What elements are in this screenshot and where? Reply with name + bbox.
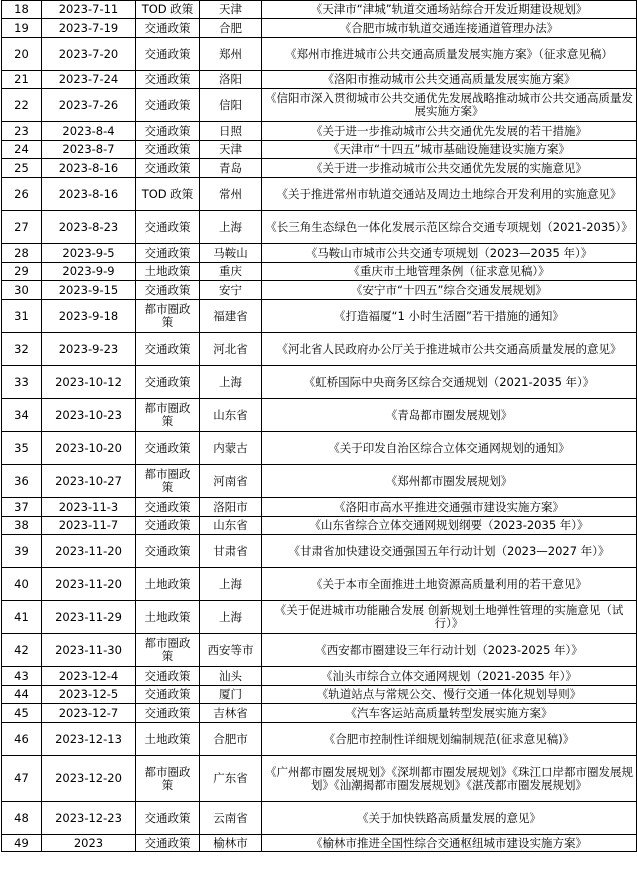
row-policy-title: 《西安都市圈建设三年行动计划（2023-2025 年）》 <box>262 634 637 667</box>
table-row <box>2 38 637 71</box>
table-row <box>2 634 637 667</box>
row-region: 重庆 <box>200 263 262 281</box>
row-policy-title: 《汕头市综合立体交通网规划（2021-2035 年）》 <box>262 667 637 686</box>
row-number: 40 <box>2 568 42 601</box>
row-number: 26 <box>2 178 42 211</box>
row-policy-title: 《河北省人民政府办公厅关于推进城市公共交通高质量发展的意见》 <box>262 333 637 366</box>
table-row <box>2 211 637 244</box>
row-policy-type: 交通政策 <box>136 835 200 852</box>
row-number: 24 <box>2 141 42 159</box>
table-row <box>2 141 637 159</box>
row-region: 厦门 <box>200 686 262 704</box>
row-number: 34 <box>2 399 42 432</box>
row-policy-type: 土地政策 <box>136 568 200 601</box>
row-number: 23 <box>2 122 42 141</box>
table-row <box>2 281 637 300</box>
row-policy-title: 《信阳市深入贯彻城市公共交通优先发展战略推动城市公共交通高质量发展实施方案》 <box>262 89 637 122</box>
row-region: 洛阳市 <box>200 498 262 517</box>
row-region: 福建省 <box>200 300 262 333</box>
row-date: 2023-9-9 <box>42 263 136 281</box>
row-number: 18 <box>2 1 42 19</box>
row-region: 甘肃省 <box>200 535 262 568</box>
table-row <box>2 802 637 835</box>
row-region: 日照 <box>200 122 262 141</box>
row-number: 29 <box>2 263 42 281</box>
row-number: 27 <box>2 211 42 244</box>
row-policy-title: 《关于印发自治区综合立体交通网规划的通知》 <box>262 432 637 465</box>
table-row <box>2 535 637 568</box>
row-policy-type: 交通政策 <box>136 802 200 835</box>
table-row <box>2 835 637 852</box>
row-policy-title: 《天津市“津城”轨道交通场站综合开发近期建设规划》 <box>262 1 637 19</box>
row-policy-title: 《洛阳市高水平推进交通强市建设实施方案》 <box>262 498 637 517</box>
row-policy-type: 交通政策 <box>136 432 200 465</box>
row-policy-title: 《关于推进常州市轨道交通站及周边土地综合开发利用的实施意见》 <box>262 178 637 211</box>
table-row <box>2 568 637 601</box>
row-policy-type: TOD 政策 <box>136 1 200 19</box>
table-row <box>2 366 637 399</box>
row-policy-type: 都市圈政策 <box>136 465 200 498</box>
row-policy-title: 《马鞍山市城市公共交通专项规划（2023—2035 年）》 <box>262 244 637 263</box>
table-row <box>2 686 637 704</box>
row-date: 2023-8-7 <box>42 141 136 159</box>
row-policy-title: 《关于进一步推动城市公共交通优先发展的若干措施》 <box>262 122 637 141</box>
row-policy-type: 交通政策 <box>136 244 200 263</box>
row-number: 44 <box>2 686 42 704</box>
row-number: 42 <box>2 634 42 667</box>
row-policy-title: 《郑州市推进城市公共交通高质量发展实施方案》（征求意见稿） <box>262 38 637 71</box>
table-row <box>2 517 637 535</box>
row-region: 内蒙古 <box>200 432 262 465</box>
row-policy-type: 交通政策 <box>136 141 200 159</box>
row-policy-title: 《洛阳市推动城市公共交通高质量发展实施方案》 <box>262 71 637 89</box>
row-date: 2023-10-27 <box>42 465 136 498</box>
row-date: 2023-7-11 <box>42 1 136 19</box>
row-policy-type: 交通政策 <box>136 667 200 686</box>
row-date: 2023-7-20 <box>42 38 136 71</box>
row-region: 上海 <box>200 211 262 244</box>
table-row <box>2 300 637 333</box>
row-policy-type: 都市圈政策 <box>136 634 200 667</box>
row-number: 37 <box>2 498 42 517</box>
policy-table <box>1 0 637 852</box>
row-region: 合肥市 <box>200 723 262 756</box>
row-date: 2023-11-20 <box>42 535 136 568</box>
row-policy-title: 《山东省综合立体交通网规划纲要（2023-2035 年）》 <box>262 517 637 535</box>
row-region: 洛阳 <box>200 71 262 89</box>
table-row <box>2 704 637 723</box>
table-row <box>2 667 637 686</box>
row-number: 32 <box>2 333 42 366</box>
table-row <box>2 89 637 122</box>
row-region: 广东省 <box>200 756 262 802</box>
row-date: 2023-11-30 <box>42 634 136 667</box>
row-region: 常州 <box>200 178 262 211</box>
row-region: 天津 <box>200 141 262 159</box>
row-date: 2023-12-13 <box>42 723 136 756</box>
table-row <box>2 333 637 366</box>
row-policy-type: 交通政策 <box>136 366 200 399</box>
row-policy-type: 交通政策 <box>136 704 200 723</box>
table-row <box>2 601 637 634</box>
row-policy-type: 交通政策 <box>136 211 200 244</box>
row-policy-title: 《青岛都市圈发展规划》 <box>262 399 637 432</box>
row-number: 31 <box>2 300 42 333</box>
row-number: 38 <box>2 517 42 535</box>
row-policy-title: 《关于本市全面推进土地资源高质量利用的若干意见》 <box>262 568 637 601</box>
row-policy-type: 都市圈政策 <box>136 756 200 802</box>
row-policy-type: 交通政策 <box>136 281 200 300</box>
row-date: 2023-8-16 <box>42 178 136 211</box>
row-date: 2023-12-5 <box>42 686 136 704</box>
row-region: 上海 <box>200 366 262 399</box>
row-policy-type: 交通政策 <box>136 122 200 141</box>
row-region: 云南省 <box>200 802 262 835</box>
row-date: 2023-12-4 <box>42 667 136 686</box>
row-number: 35 <box>2 432 42 465</box>
row-region: 天津 <box>200 1 262 19</box>
row-region: 信阳 <box>200 89 262 122</box>
row-number: 30 <box>2 281 42 300</box>
row-policy-type: 交通政策 <box>136 333 200 366</box>
row-date: 2023-7-26 <box>42 89 136 122</box>
table-row <box>2 159 637 178</box>
table-row <box>2 1 637 19</box>
row-policy-type: 交通政策 <box>136 71 200 89</box>
row-date: 2023 <box>42 835 136 852</box>
row-region: 上海 <box>200 568 262 601</box>
row-policy-title: 《安宁市“十四五”综合交通发展规划》 <box>262 281 637 300</box>
row-policy-type: 都市圈政策 <box>136 300 200 333</box>
row-date: 2023-7-24 <box>42 71 136 89</box>
row-region: 合肥 <box>200 19 262 38</box>
table-row <box>2 178 637 211</box>
row-number: 28 <box>2 244 42 263</box>
row-date: 2023-7-19 <box>42 19 136 38</box>
row-number: 22 <box>2 89 42 122</box>
row-policy-type: 交通政策 <box>136 38 200 71</box>
row-date: 2023-10-23 <box>42 399 136 432</box>
row-date: 2023-11-29 <box>42 601 136 634</box>
table-row <box>2 756 637 802</box>
row-region: 河南省 <box>200 465 262 498</box>
row-date: 2023-9-5 <box>42 244 136 263</box>
row-number: 36 <box>2 465 42 498</box>
row-number: 46 <box>2 723 42 756</box>
row-date: 2023-11-3 <box>42 498 136 517</box>
table-row <box>2 723 637 756</box>
row-policy-title: 《虹桥国际中央商务区综合交通规划（2021-2035 年）》 <box>262 366 637 399</box>
row-policy-type: 交通政策 <box>136 498 200 517</box>
table-row <box>2 263 637 281</box>
row-number: 49 <box>2 835 42 852</box>
table-row <box>2 498 637 517</box>
row-number: 20 <box>2 38 42 71</box>
table-row <box>2 71 637 89</box>
row-date: 2023-8-16 <box>42 159 136 178</box>
row-region: 青岛 <box>200 159 262 178</box>
row-policy-title: 《长三角生态绿色一体化发展示范区综合交通专项规划（2021-2035）》 <box>262 211 637 244</box>
table-row <box>2 122 637 141</box>
row-policy-type: 土地政策 <box>136 723 200 756</box>
row-policy-title: 《郑州都市圈发展规划》 <box>262 465 637 498</box>
row-region: 西安等市 <box>200 634 262 667</box>
row-date: 2023-10-20 <box>42 432 136 465</box>
row-policy-type: 都市圈政策 <box>136 399 200 432</box>
row-policy-type: 交通政策 <box>136 159 200 178</box>
row-region: 上海 <box>200 601 262 634</box>
row-region: 山东省 <box>200 517 262 535</box>
row-policy-title: 《榆林市推进全国性综合交通枢纽城市建设实施方案》 <box>262 835 637 852</box>
row-number: 21 <box>2 71 42 89</box>
table-row <box>2 399 637 432</box>
row-date: 2023-9-18 <box>42 300 136 333</box>
row-number: 43 <box>2 667 42 686</box>
row-policy-type: 土地政策 <box>136 601 200 634</box>
row-region: 汕头 <box>200 667 262 686</box>
row-region: 马鞍山 <box>200 244 262 263</box>
row-policy-type: TOD 政策 <box>136 178 200 211</box>
row-policy-type: 交通政策 <box>136 19 200 38</box>
row-policy-title: 《甘肃省加快建设交通强国五年行动计划（2023—2027 年）》 <box>262 535 637 568</box>
row-number: 33 <box>2 366 42 399</box>
row-policy-type: 交通政策 <box>136 535 200 568</box>
row-policy-title: 《天津市“十四五”城市基础设施建设实施方案》 <box>262 141 637 159</box>
row-date: 2023-12-7 <box>42 704 136 723</box>
row-date: 2023-12-20 <box>42 756 136 802</box>
row-region: 榆林市 <box>200 835 262 852</box>
row-date: 2023-12-23 <box>42 802 136 835</box>
row-policy-title: 《关于促进城市功能融合发展 创新规划土地弹性管理的实施意见（试行）》 <box>262 601 637 634</box>
table-row <box>2 244 637 263</box>
row-date: 2023-8-4 <box>42 122 136 141</box>
row-region: 河北省 <box>200 333 262 366</box>
row-date: 2023-11-20 <box>42 568 136 601</box>
policy-table-body <box>2 1 637 852</box>
row-number: 48 <box>2 802 42 835</box>
row-policy-type: 土地政策 <box>136 263 200 281</box>
row-policy-title: 《广州都市圈发展规划》《深圳都市圈发展规划》《珠江口岸都市圈发展规划》《汕潮揭都市圈发展规划》《湛茂都市圈发展规划》 <box>262 756 637 802</box>
row-number: 47 <box>2 756 42 802</box>
row-policy-title: 《轨道站点与常规公交、慢行交通一体化规划导则》 <box>262 686 637 704</box>
table-row <box>2 19 637 38</box>
row-policy-type: 交通政策 <box>136 517 200 535</box>
row-policy-title: 《关于加快铁路高质量发展的意见》 <box>262 802 637 835</box>
row-region: 郑州 <box>200 38 262 71</box>
row-date: 2023-11-7 <box>42 517 136 535</box>
row-policy-type: 交通政策 <box>136 89 200 122</box>
row-number: 25 <box>2 159 42 178</box>
row-policy-title: 《重庆市土地管理条例（征求意见稿）》 <box>262 263 637 281</box>
row-number: 45 <box>2 704 42 723</box>
row-date: 2023-8-23 <box>42 211 136 244</box>
row-date: 2023-10-12 <box>42 366 136 399</box>
row-date: 2023-9-15 <box>42 281 136 300</box>
table-row <box>2 465 637 498</box>
row-policy-title: 《关于进一步推动城市公共交通优先发展的实施意见》 <box>262 159 637 178</box>
row-policy-title: 《合肥市城市轨道交通连接通道管理办法》 <box>262 19 637 38</box>
row-region: 山东省 <box>200 399 262 432</box>
row-policy-type: 交通政策 <box>136 686 200 704</box>
row-number: 41 <box>2 601 42 634</box>
row-policy-title: 《合肥市控制性详细规划编制规范(征求意见稿)》 <box>262 723 637 756</box>
table-row <box>2 432 637 465</box>
row-date: 2023-9-23 <box>42 333 136 366</box>
row-region: 安宁 <box>200 281 262 300</box>
row-number: 19 <box>2 19 42 38</box>
row-region: 吉林省 <box>200 704 262 723</box>
row-number: 39 <box>2 535 42 568</box>
row-policy-title: 《汽车客运站高质量转型发展实施方案》 <box>262 704 637 723</box>
row-policy-title: 《打造福厦“1 小时生活圈”若干措施的通知》 <box>262 300 637 333</box>
